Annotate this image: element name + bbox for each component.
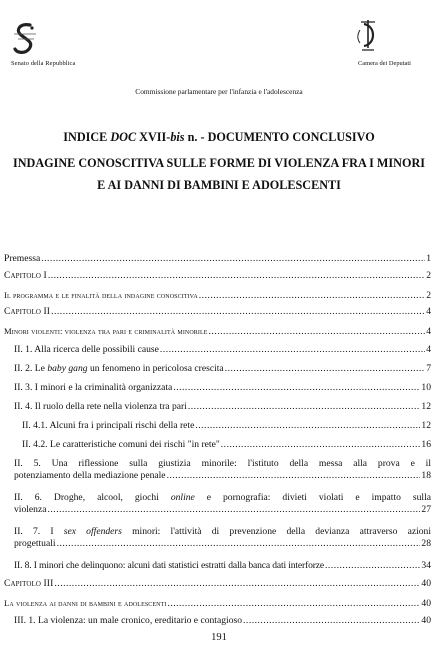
toc-entry[interactable]: Minori violenti: violenza tra pari e criminalità minorile ..... 4 (4, 325, 431, 338)
document-title-line2: E AI DANNI DI BAMBINI E ADOLESCENTI (97, 178, 341, 192)
page-number: 191 (211, 632, 227, 643)
toc-entry[interactable]: II. 8. I minori che delinquono: alcuni dati statistici estratti dalla banca dati interforze ..... 34 (4, 560, 431, 572)
toc-entry[interactable]: II. 3. I minori e la criminalità organizzata ..... 10 (4, 382, 431, 394)
toc-entry[interactable]: Capitolo I ..... 2 (4, 270, 431, 282)
toc-entry[interactable]: II. 4.2. Le caratteristiche comuni dei rischi "in rete" ..... 16 (4, 439, 431, 451)
toc-entry[interactable]: Premessa ..... 1 (4, 253, 431, 265)
camera-emblem-icon (356, 18, 380, 61)
toc-entry[interactable]: II. 4. Il ruolo della rete nella violenza tra pari ..... 12 (4, 401, 431, 413)
toc-entry[interactable]: II. 1. Alla ricerca delle possibili cause ..... 4 (4, 344, 431, 356)
toc-entry[interactable]: II. 2. Le baby gang un fenomeno in pericolosa crescita ..... 7 (4, 363, 431, 375)
toc-entry[interactable]: La violenza ai danni di bambini e adolescenti ..... 40 (4, 597, 431, 610)
toc-entry[interactable]: Capitolo II ..... 4 (4, 306, 431, 318)
page-header (0, 0, 438, 80)
toc-entry[interactable]: Il programma e le finalità della indagine conoscitiva ..... 2 (4, 289, 431, 302)
toc-entry[interactable]: II. 6. Droghe, alcool, giochi online e pornografia: divieti violati e impatto sulla violenza ..... 27 (4, 492, 431, 516)
camera-caption: Camera dei Deputati (358, 60, 411, 67)
document-title-line1: INDAGINE CONOSCITIVA SULLE FORME DI VIOLENZA FRA I MINORI (13, 156, 425, 170)
commission-name: Commissione parlamentare per l'infanzia e l'adolescenza (135, 87, 303, 96)
toc-entry[interactable]: III. 1. La violenza: un male cronico, ereditario e contagioso ..... 40 (4, 615, 431, 627)
senato-caption: Senato della Repubblica (11, 60, 76, 67)
toc-entry[interactable]: II. 4.1. Alcuni fra i principali rischi della rete ..... 12 (4, 420, 431, 432)
index-title: INDICE DOC XVII-bis n. - DOCUMENTO CONCLUSIVO (63, 130, 375, 144)
toc-entry[interactable]: Capitolo III ..... 40 (4, 578, 431, 590)
senato-emblem-icon (12, 22, 38, 56)
toc-entry[interactable]: II. 7. I sex offenders minori: l'attività di prevenzione della devianza attraverso azioni progettuali ..... 28 (4, 526, 431, 550)
toc-entry[interactable]: II. 5. Una riflessione sulla giustizia minorile: l'istituto della messa alla prova e il potenziamento della mediazione penale ..... 18 (4, 458, 431, 482)
